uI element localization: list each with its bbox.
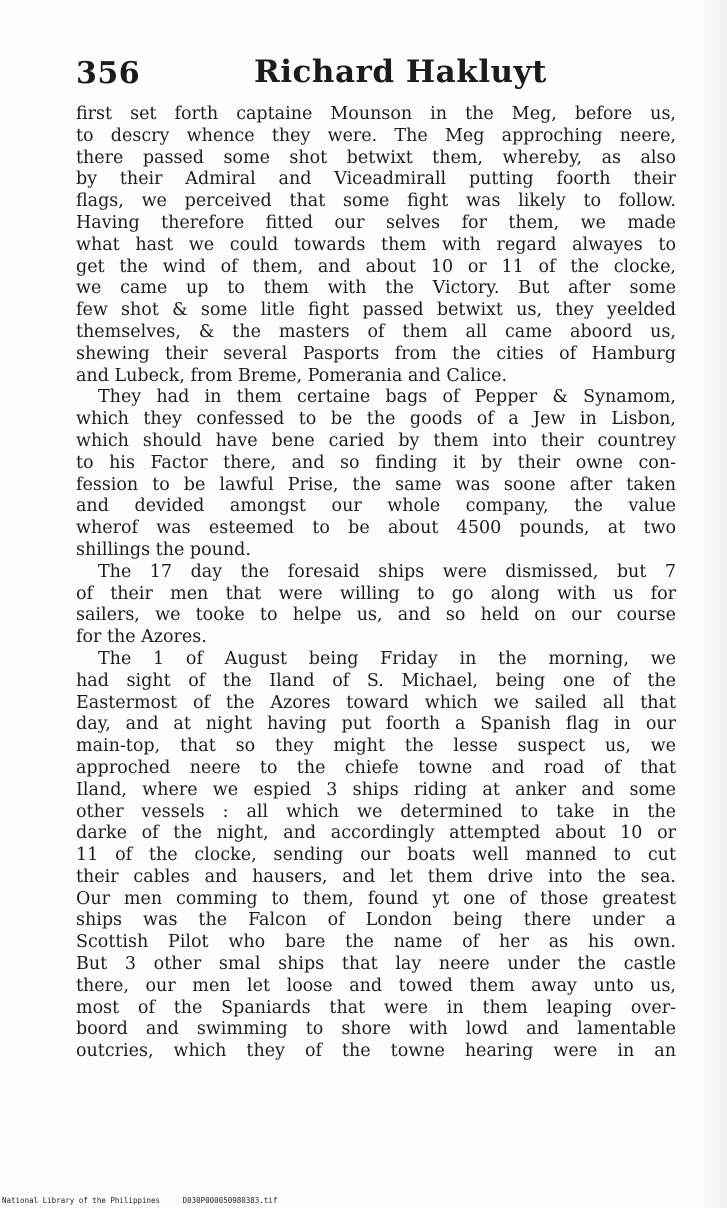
text-line: fession to be lawful Prise, the same was soone after taken: [76, 474, 676, 495]
text-line: boord and swimming to shore with lowd and lamentable: [76, 1019, 676, 1040]
text-line: day, and at night having put foorth a Spanish flag in our: [76, 714, 676, 735]
text-line: darke of the night, and accordingly attempted about 10 or: [76, 823, 676, 844]
text-line: But 3 other smal ships that lay neere under the castle: [76, 954, 676, 975]
text-line: ships was the Falcon of London being there under a: [76, 910, 676, 931]
text-line: to his Factor there, and so finding it by their owne con-: [76, 452, 676, 473]
text-line: outcries, which they of the towne hearing were in an: [76, 1041, 676, 1062]
text-line: wherof was esteemed to be about 4500 pounds, at two: [76, 518, 676, 539]
text-line: The 17 day the foresaid ships were dismissed, but 7: [98, 561, 676, 582]
text-line: to descry whence they were. The Meg approching neere,: [76, 125, 676, 146]
text-line: most of the Spaniards that were in them leaping over-: [76, 997, 676, 1018]
text-line: Our men comming to them, found yt one of those greatest: [76, 888, 676, 909]
running-head: Richard Hakluyt: [254, 54, 547, 90]
page-number: 356: [76, 56, 141, 91]
file-name: D030P000050980383.tif: [182, 1196, 278, 1205]
text-line: which they confessed to be the goods of a Jew in Lisbon,: [76, 409, 676, 430]
text-line: Iland, where we espied 3 ships riding at anker and some: [76, 779, 676, 800]
text-line: what hast we could towards them with regard alwayes to: [76, 234, 676, 255]
scan-footer: [2, 1196, 295, 1205]
text-line: of their men that were willing to go along with us for: [76, 583, 676, 604]
text-line: Scottish Pilot who bare the name of her as his own.: [76, 932, 676, 953]
text-line: shillings the pound.: [76, 539, 251, 560]
text-line: other vessels : all which we determined to take in the: [76, 801, 676, 822]
text-line: main-top, that so they might the lesse suspect us, we: [76, 736, 676, 757]
text-line: by their Admiral and Viceadmirall putting foorth their: [76, 169, 676, 190]
text-line: Having therefore fitted our selves for them, we made: [76, 212, 676, 233]
text-line: few shot & some litle fight passed betwixt us, they yeelded: [76, 300, 676, 321]
text-line: Eastermost of the Azores toward which we sailed all that: [76, 692, 676, 713]
page-edge-shadow: [699, 0, 727, 1208]
text-line: which should have bene caried by them into their countrey: [76, 430, 676, 451]
text-line: get the wind of them, and about 10 or 11 of the clocke,: [76, 256, 676, 277]
text-line: shewing their several Pasports from the cities of Hamburg: [76, 343, 676, 364]
text-line: and Lubeck, from Breme, Pomerania and Calice.: [76, 365, 508, 386]
text-line: their cables and hausers, and let them drive into the sea.: [76, 866, 676, 887]
text-line: there, our men let loose and towed them away unto us,: [76, 975, 676, 996]
text-line: sailers, we tooke to helpe us, and so held on our course: [76, 605, 676, 626]
text-line: flags, we perceived that some fight was likely to follow.: [76, 191, 676, 212]
text-line: 11 of the clocke, sending our boats well manned to cut: [76, 845, 676, 866]
text-line: we came up to them with the Victory. But after some: [76, 278, 676, 299]
text-line: for the Azores.: [76, 627, 207, 648]
text-line: approched neere to the chiefe towne and road of that: [76, 757, 676, 778]
text-line: had sight of the Iland of S. Michael, being one of the: [76, 670, 676, 691]
text-line: They had in them certaine bags of Pepper & Synamom,: [98, 387, 676, 408]
body-text: [76, 104, 676, 1063]
page-header: [76, 52, 676, 94]
text-line: first set forth captaine Mounson in the Meg, before us,: [76, 104, 676, 124]
text-line: themselves, & the masters of them all came aboord us,: [76, 321, 676, 342]
text-line: there passed some shot betwixt them, whereby, as also: [76, 147, 676, 168]
text-line: and devided amongst our whole company, the value: [76, 496, 676, 517]
library-name: National Library of the Philippines: [2, 1196, 161, 1205]
text-line: The 1 of August being Friday in the morning, we: [98, 648, 676, 669]
